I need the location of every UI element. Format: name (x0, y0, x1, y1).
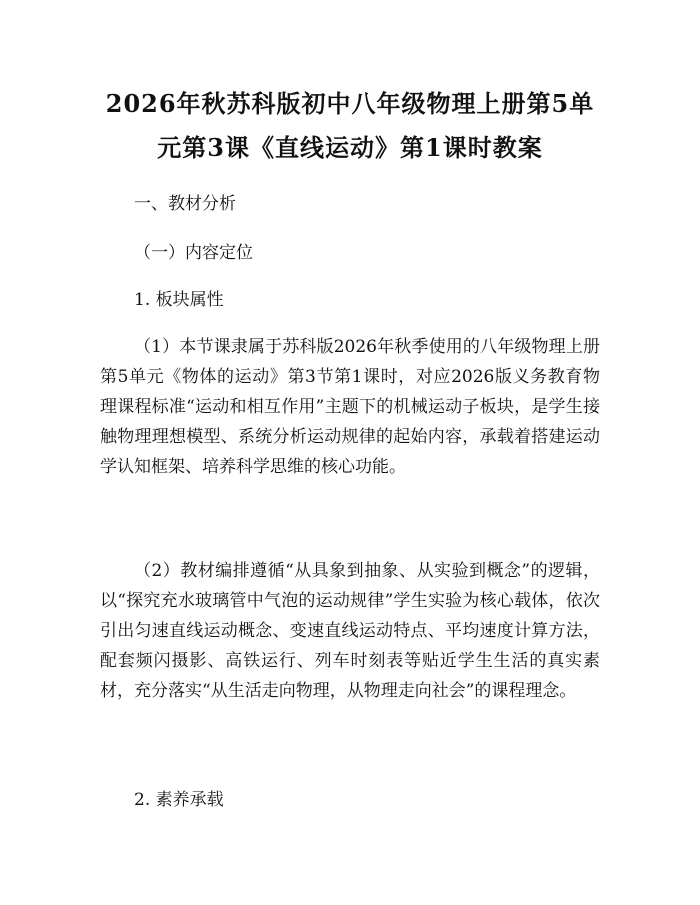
document-title: 2026年秋苏科版初中八年级物理上册第5单元第3课《直线运动》第1课时教案 (105, 89, 595, 162)
section-heading-analysis: 一、教材分析 (134, 194, 236, 214)
item-heading-module-attribute: 1. 板块属性 (134, 290, 224, 310)
item-heading-literacy: 2. 素养承载 (134, 790, 224, 810)
paragraph-module-attribute-1: （1）本节课隶属于苏科版2026年秋季使用的八年级物理上册第5单元《物体的运动》第3节第1课时，对应2026版义务教育物理课程标准“运动和相互作用”主题下的机械运动子板块，是学生接触物理理想模型、系统分析运动规律的起始内容，承载着搭建运动学认知框架、培养科学思维的核心功能。 (100, 337, 600, 477)
subsection-heading-content-position: （一）内容定位 (134, 243, 253, 263)
paragraph-module-attribute-2: （2）教材编排遵循“从具象到抽象、从实验到概念”的逻辑，以“探究充水玻璃管中气泡的运动规律”学生实验为核心载体，依次引出匀速直线运动概念、变速直线运动特点、平均速度计算方法，配套频闪摄影、高铁运行、列车时刻表等贴近学生生活的真实素材，充分落实“从生活走向物理，从物理走向社会”的课程理念。 (100, 561, 600, 701)
